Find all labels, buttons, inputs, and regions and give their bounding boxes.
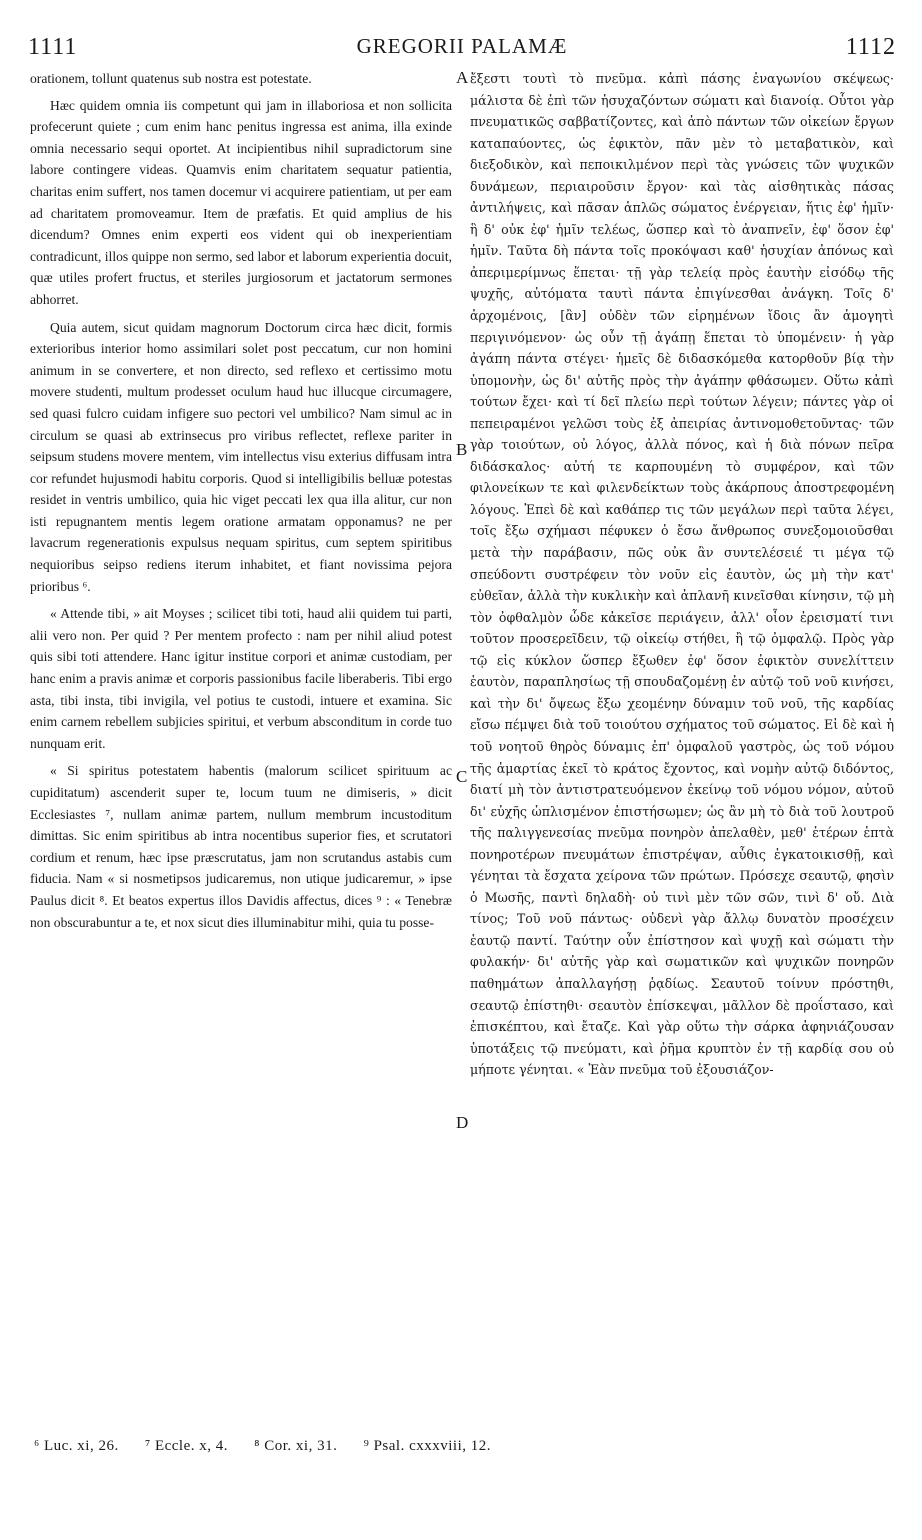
greek-paragraph: ἔξεστι τουτὶ τὸ πνεῦμα. κἀπὶ πάσης ἐναγωνίου σκέψεως· μάλιστα δὲ ἐπὶ τῶν ἡσυχαζόντων σώματι καὶ διανοίᾳ. Οὗτοι γὰρ πνευματικῶς σαββατίζοντες, καὶ ἀπὸ πάντων τῶν οἰκείων ἔργων καταπαύοντες, ὡς ἐφικτὸν, πᾶν μὲν τὸ μεταβατικὸν, καὶ διεξοδικὸν, καὶ πεποικιλμένον περὶ τὰς γνώσεις τῶν ψυχικῶν δυνάμεων, περιαιροῦσιν ἔργον· καὶ τὰς αἰσθητικὰς πάσας ἀντιλήψεις, καὶ πᾶσαν ἁπλῶς σώματος ἐνέργειαν, ἥτις ἐφ' ἡμῖν· ἣ δ' οὐκ ἐφ' ἡμῖν τελέως, ὥσπερ καὶ τὸ ἀναπνεῖν, ἐφ' ὅσον ἐφ' ἡμῖν. Ταῦτα δὴ πάντα τοῖς προκόψασι καθ' ἡσυχίαν ἀπόνως καὶ ἀπεριμερίμνως ἕπεται· τῇ γὰρ τελείᾳ πρὸς ἑαυτὴν εἰσόδῳ τῆς ψυχῆς, αὐτόματα ταυτὶ πάντα ἐπιγίνεσθαι ἀνάγκη. Τοῖς δ' ἀρχομένοις, [ἂν] οὐδὲν τῶν εἰρημένων ἴδοις ἂν ἀμογητὶ περιγινόμενον· ὡς οὖν τῇ ἀγάπῃ ἕπεται τὸ ὑπομένειν· ἡ γὰρ ἀγάπη πάντα στέγει· ἡμεῖς δὲ διδασκόμεθα κατορθοῦν βίᾳ τὴν ὑπομονὴν, ὡς δι' αὐτῆς πρὸς τὴν ἀγάπην φθάσωμεν. Οὕτω κἀπὶ τούτων ἔχει· καὶ τί δεῖ πλείω περὶ τούτων λέγειν; πάντες γὰρ οἱ πεπειραμένοι γελῶσι τοὺς ἐξ ἀπειρίας ἀντινομοθετοῦντας· τῶν γὰρ τοιούτων, οὐ λόγος, ἀλλὰ πόνος, καὶ ἡ διὰ πόνων πεῖρα διδάσκαλος· αὐτή τε καρπουμένη τὸ συμφέρον, καὶ τῶν φιλονείκων τε καὶ φιλενδείκτων τοὺς ἀκάρπους ἀποστρεφομένη λόγους. Ἐπεὶ δὲ καὶ καθάπερ τις τῶν μεγάλων περὶ ταῦτα λέγει, τοῖς ἔξω σχήμασι πέφυκεν ὁ ἔσω ἄνθρωπος συνεξομοιοῦσθαι μετὰ τὴν παράβασιν, πῶς οὐκ ἂν συντελέσειέ τι μέγα τῷ σπεύδοντι συστρέφειν τὸν νοῦν εἰς ἑαυτὸν, ὡς μὴ τὴν κατ' εὐθεῖαν, ἀλλὰ τὴν κυκλικὴν καὶ ἀπλανῆ κινεῖσθαι κίνησιν, τῷ μὴ τὸν ὀφθαλμὸν ὧδε κἀκεῖσε περιάγειν, ἀλλ' οἷον ἐρεισματί τινι τοῦτον προσερεῖδειν, τῷ οἰκείῳ στήθει, ἢ τῷ ὀμφαλῷ. Πρὸς γὰρ τῷ εἰς κύκλον ὥσπερ ἔξωθεν ἐφ' ὅσον ἐφικτὸν συνελίττειν ἑαυτὸν, παραπλησίως τῇ σπουδαζομένῃ ἐν αὐτῷ τοῦ νοῦ κινήσει, καὶ τὴν δι' ὄψεως ἔξω χεομένην δύναμιν τοῦ νοῦ, τῆς καρδίας εἴσω πέμψει διὰ τοῦ τοιούτου σχήματος τοῦ σώματος. Εἰ δὲ καὶ ἡ τοῦ νοητοῦ θηρὸς δύναμις ἐπ' ὀμφαλοῦ γαστρὸς, ὡς τοῦ νόμου τῆς ἁμαρτίας ἐκεῖ τὸ κράτος ἔχοντος, καὶ νομὴν αὐτῷ διδόντος, διατί μὴ τὸν ἀντιστρατευόμενον ἐκείνῳ τοῦ νόμου νόμον, αὐτοῦ δι' εὐχῆς ὡπλισμένον ἐπιστήσωμεν; ὡς ἂν μὴ τὸ διὰ τοῦ λουτροῦ τῆς παλιγγενεσίας πνεῦμα πονηρὸν ἀπελαθὲν, μεθ' ἑτέρων ἑπτὰ πονηροτέρων πνευμάτων ἐπιστρέψαν, αὖθις ἐγκατοικισθῇ, καὶ γένηται τὰ ἔσχατα χείρονα τῶν πρώτων. Πρόσεχε σεαυτῷ, φησὶν ὁ Μωσῆς, παντὶ δηλαδὴ· οὐ τινὶ μὲν τῶν σῶν, τινὶ δ' οὔ. Διὰ τίνος; Τοῦ νοῦ πάντως· οὐδενὶ γὰρ ἄλλῳ δυνατὸν προσέχειν ἑαυτῷ παντί. Ταύτην οὖν ἐπίστησον καὶ ψυχῇ καὶ σώματι τὴν φυλακήν· δι' αὐτῆς γὰρ καὶ σωματικῶν καὶ ψυχικῶν πονηρῶν παθημάτων ἀπαλλαγήσῃ ῥᾳδίως. Σεαυτοῦ τοίνυν πρόστηθι, σεαυτῷ ἐπίστηθι· σεαυτὸν ἐπίσκεψαι, μᾶλλον δὲ προΐστασο, καὶ ἐπισκέπτου, καὶ ἔταζε. Καὶ γὰρ οὕτω τὴν σάρκα ἀφηνιάζουσαν ὑποτάξεις τῷ πνεύματι, καὶ ῥῆμα κρυπτὸν ἐν τῇ καρδίᾳ σου οὐ μήποτε γένηται. « Ἐὰν πνεῦμα τοῦ ἐξουσιάζον-	[470, 71, 894, 1078]
latin-column	[30, 68, 452, 938]
page-number-left: 1111	[28, 34, 78, 60]
margin-marker-b: B	[456, 440, 468, 459]
footnote: ⁶ Luc. xi, 26.	[34, 1438, 119, 1454]
footnotes	[34, 1438, 634, 1455]
margin-marker-c: C	[456, 767, 468, 786]
latin-paragraph: Hæc quidem omnia iis competunt qui jam in illaboriosa et non sollicita profecerunt quiete ; cum enim hanc penitus ingressa est anima, illa exinde omnia necessario sequi oportet. At incipientibus nihil supradictorum sine labore contingere videas. Quamvis enim charitatem sequatur patientia, charitas enim suffert, nos tamen docemur vi acquirere patientiam, ut per eam ad charitatem promoveamur. Item de præfatis. Et quid amplius de his dicendum? Omnes enim experti eos vident qui ob inexperientiam contradicunt, illos quippe non sermo, sed labor et laborum experientia docuit, quæ utiles profert fructus, et steriles jurgiosorum et jactatorum sermones abhorret.	[30, 97, 452, 307]
running-title: GREGORII PALAMÆ	[356, 34, 568, 58]
latin-paragraph: Quia autem, sicut quidam magnorum Doctorum circa hæc dicit, formis exterioribus interior homo assimilari solet post peccatum, cur non homini animum in se convertere, et non directo, sed reflexo et certissimo motu movere studenti, multum prodesset oculum haud huc illucque circumagere, sed quasi fulcro cuidam infigere suo pectori vel umbilico? Nam simul ac in circulum se quasi ab extrinsecus pro viribus reflectet, reflexe pariter in seipsum studens movere mentem, vim intellectus visu exterius diffusam intra cor refundet hujusmodi habitu corporis. Quod si intelligibilis belluæ potestas residet in ventris umbilico, quia hic viget peccati lex qua illa alitur, cur non isti repugnantem mentis legem oratione armatam opponamus? ne per lavacrum regenerationis expulsus nequam spiritus, cum septem spiritibus nequioribus seipso rediens iterum inhabitet, et fiant novissima pejora prioribus ⁶.	[30, 319, 452, 594]
page-header	[28, 34, 896, 64]
page-number-right: 1112	[845, 34, 896, 60]
greek-column	[470, 68, 894, 1086]
footnote: ⁸ Cor. xi, 31.	[254, 1438, 338, 1454]
latin-paragraph: « Attende tibi, » ait Moyses ; scilicet tibi toti, haud alii quidem tui parti, alii vero non. Per quid ? Per mentem profecto : nam per nihil aliud potest quis sibi toti attendere. Hanc igitur institue corpori et animæ custodiam, per hanc enim a pravis animæ et corporis passionibus facile liberaberis. Tibi ergo asta, tibi insta, tibi invigila, vel potius te custodi, intuere et examina. Sic enim carnem rebellem subjicies spiritui, et verbum absconditum in corde tuo nunquam erit.	[30, 606, 452, 751]
margin-marker-d: D	[456, 1113, 469, 1132]
latin-paragraph: « Si spiritus potestatem habentis (malorum scilicet spirituum ac cupiditatum) ascenderit super te, locum tuum ne dimiseris, » dicit Ecclesiastes ⁷, nullam animæ partem, nullum membrum incustoditum dimittas. Sic enim spiritibus ab intra nocentibus superior fies, et scrutatori cordium et renum, hæc ipse præscrutatus, jam non scrutandus astabis cum fiducia. Nam « si nosmetipsos judicaremus, non utique judicaremur, » ipse Paulus dicit ⁸. Et beatos expertus illos Davidis affectus, dices ⁹ : « Tenebræ non obscurabuntur a te, et nox sicut dies illuminabitur mihi, quia tu posse-	[30, 763, 452, 930]
footnote: ⁹ Psal. cxxxviii, 12.	[363, 1438, 491, 1454]
footnote: ⁷ Eccle. x, 4.	[144, 1438, 229, 1454]
latin-paragraph: orationem, tollunt quatenus sub nostra est potestate.	[30, 71, 312, 86]
margin-marker-a: A	[456, 68, 469, 87]
